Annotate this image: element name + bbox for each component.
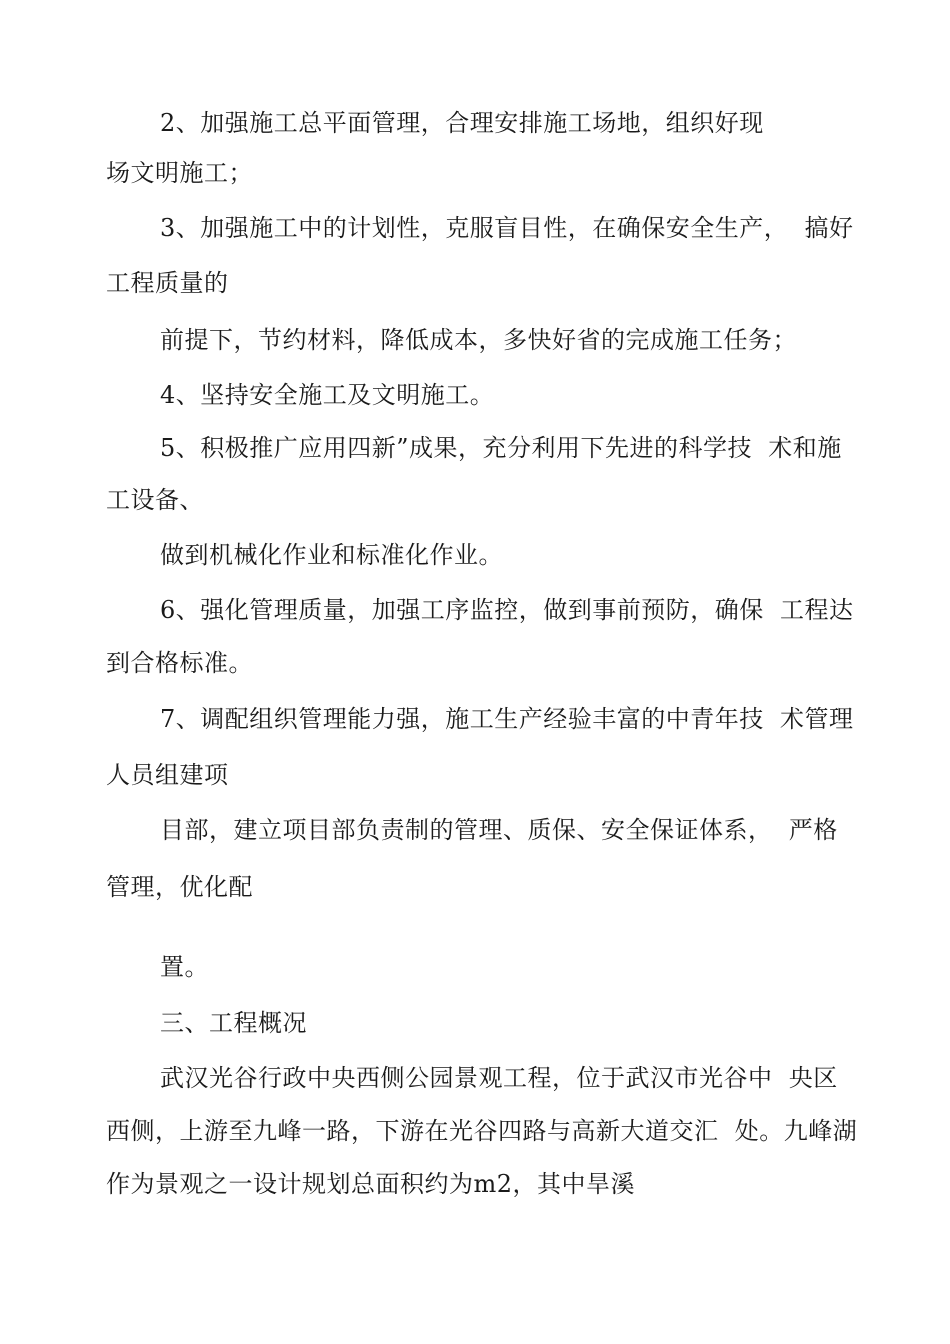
text-line: 做到机械化作业和标准化作业。 [160,541,503,569]
text-line: 2、加强施工总平面管理，合理安排施工场地，组织好现 [160,109,764,137]
text-line: 工程质量的 [106,269,229,297]
text-line: 置。 [160,953,209,981]
text-line: 管理，优化配 [106,873,253,901]
text-line: 作为景观之一设计规划总面积约为m2，其中旱溪 [106,1170,636,1198]
text-line: 4、坚持安全施工及文明施工。 [160,381,495,409]
text-line: 3、加强施工中的计划性，克服盲目性，在确保安全生产， 搞好 [160,214,854,242]
text-line: 到合格标准。 [106,649,253,677]
section-heading: 三、工程概况 [160,1009,307,1037]
text-line: 5、积极推广应用四新”成果，充分利用下先进的科学技 术和施 [160,434,842,462]
text-line: 武汉光谷行政中央西侧公园景观工程，位于武汉市光谷中 央区 [160,1064,838,1092]
text-line: 工设备、 [106,486,204,514]
text-line: 前提下，节约材料，降低成本，多快好省的完成施工任务； [160,326,797,354]
text-line: 场文明施工； [106,159,253,187]
text-line: 7、调配组织管理能力强，施工生产经验丰富的中青年技 术管理 [160,705,854,733]
text-line: 西侧，上游至九峰一路，下游在光谷四路与高新大道交汇 处。九峰湖 [106,1117,858,1145]
text-line: 人员组建项 [106,761,229,789]
text-line: 6、强化管理质量，加强工序监控，做到事前预防，确保 工程达 [160,596,854,624]
text-line: 目部，建立项目部负责制的管理、质保、安全保证体系， 严格 [160,816,838,844]
